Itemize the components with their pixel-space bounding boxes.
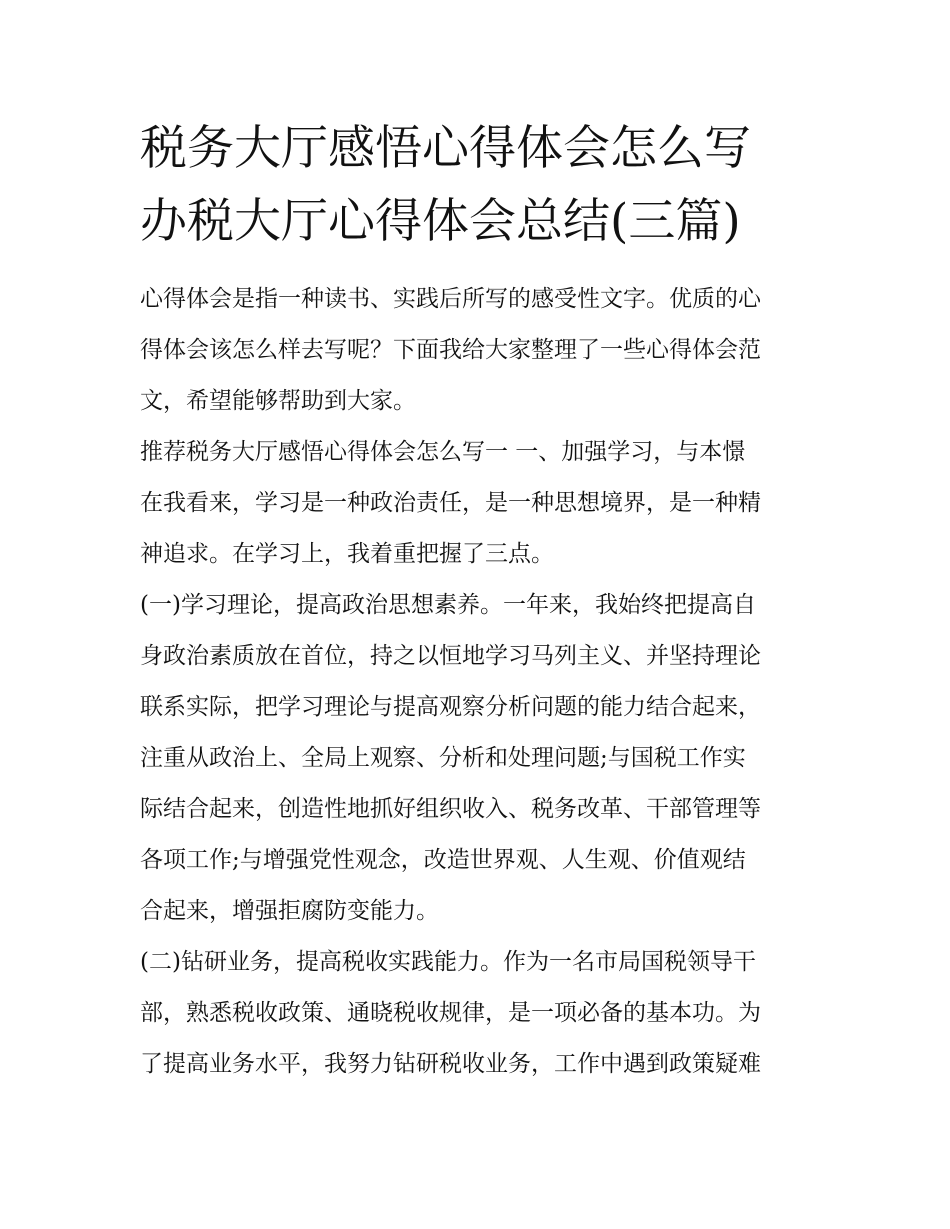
body-line: (一)学习理论，提高政治思想素养。一年来，我始终把提高自 [140,592,756,618]
body-line: 心得体会是指一种读书、实践后所写的感受性文字。优质的心 [140,286,761,312]
document-title [140,112,840,258]
body-line: 联系实际，把学习理论与提高观察分析问题的能力结合起来， [140,694,761,720]
body-line: 各项工作;与增强党性观念，改造世界观、人生观、价值观结 [140,847,746,873]
body-line: 了提高业务水平，我努力钻研税收业务，工作中遇到政策疑难 [140,1051,761,1077]
body-line: 推荐税务大厅感悟心得体会怎么写一 一、加强学习，与本憬 [140,439,746,465]
title-line-2: 办税大厅心得体会总结(三篇) [140,194,741,249]
body-line: 注重从政治上、全局上观察、分析和处理问题;与国税工作实 [140,745,746,771]
body-line: 得体会该怎么样去写呢？下面我给大家整理了一些心得体会范 [140,337,761,363]
body-line: 部，熟悉税收政策、通晓税收规律，是一项必备的基本功。为 [140,1000,761,1026]
document-body [140,274,820,1090]
body-line: 际结合起来，创造性地抓好组织收入、税务改革、干部管理等 [140,796,761,822]
body-line: 身政治素质放在首位，持之以恒地学习马列主义、并坚持理论 [140,643,761,669]
body-line: 在我看来，学习是一种政治责任，是一种思想境界，是一种精 [140,490,761,516]
body-line: 神追求。在学习上，我着重把握了三点。 [140,541,554,567]
body-line: (二)钻研业务，提高税收实践能力。作为一名市局国税领导干 [140,949,756,975]
body-line: 文，希望能够帮助到大家。 [140,388,416,414]
body-line: 合起来，增强拒腐防变能力。 [140,898,439,924]
title-line-1: 税务大厅感悟心得体会怎么写 [140,121,751,176]
